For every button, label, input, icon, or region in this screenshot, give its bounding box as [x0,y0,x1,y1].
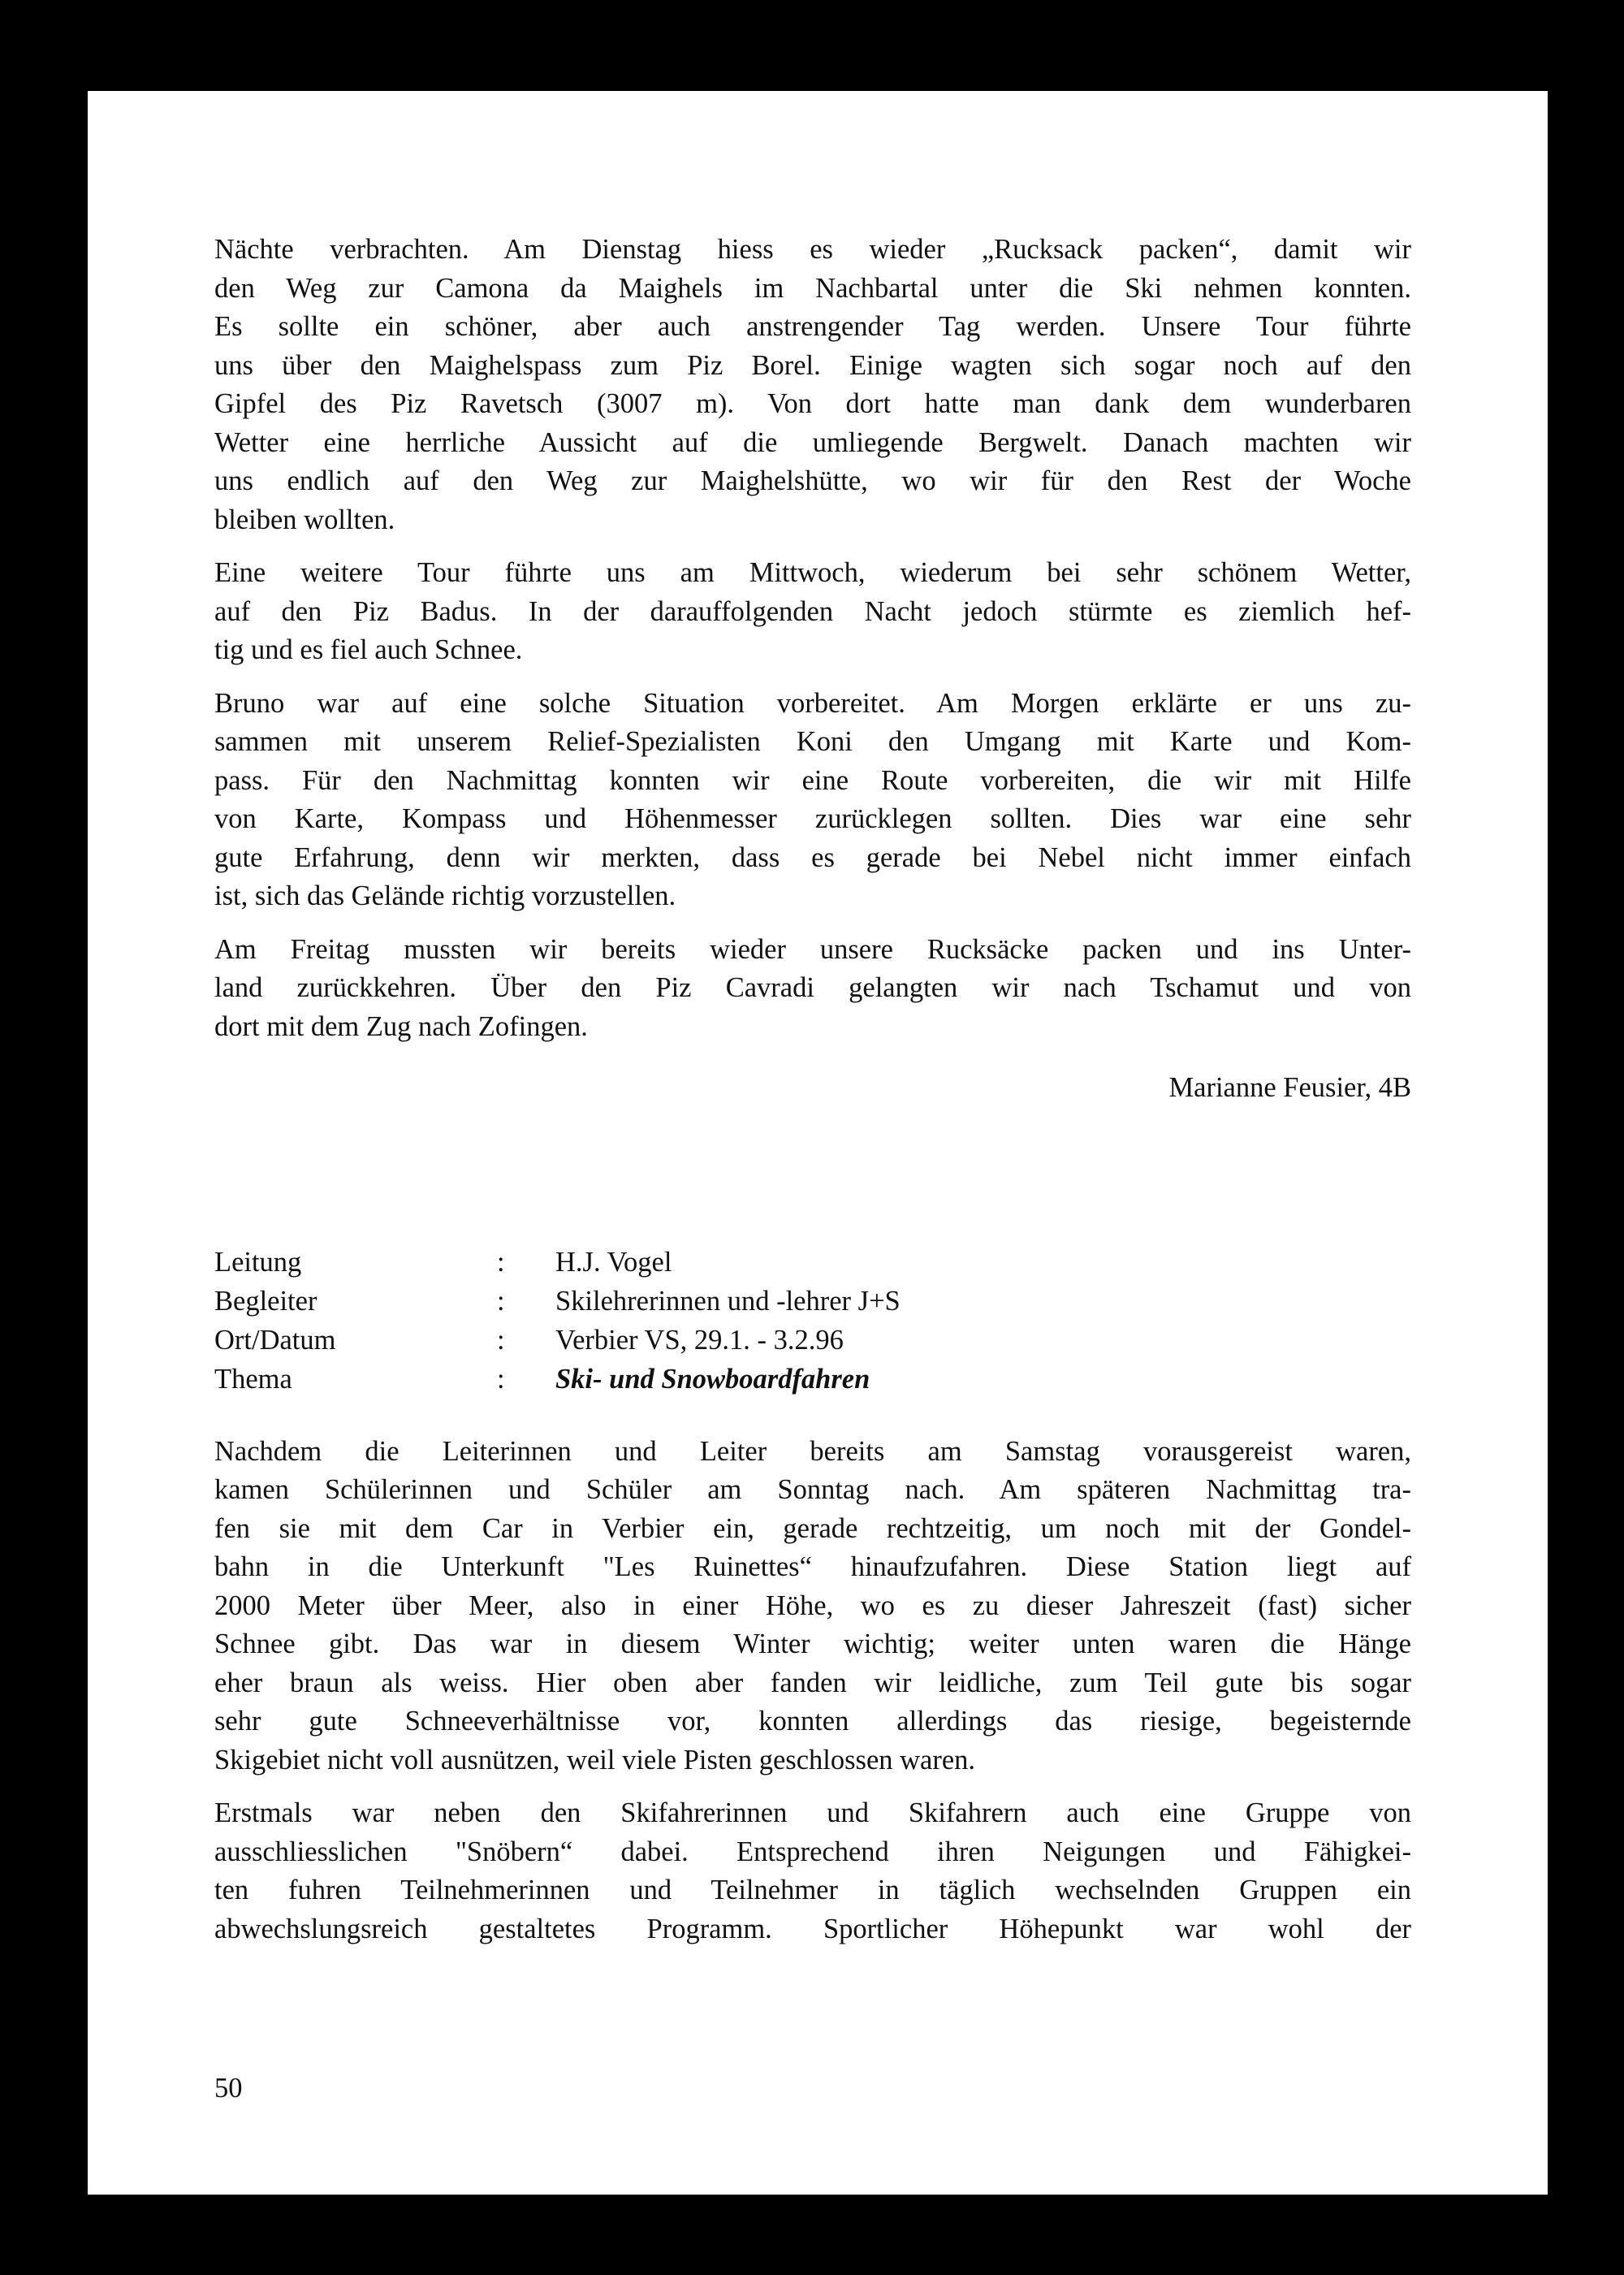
info-value: Verbier VS, 29.1. - 3.2.96 [555,1324,844,1356]
author-signature: Marianne Feusier, 4B [1168,1072,1411,1103]
paragraph [214,554,1411,670]
text-line: uns über den Maighelspass zum Piz Borel. Einige wagten sich sogar noch auf den [214,349,1411,381]
document-page [88,91,1548,2195]
text-line: ausschliesslichen "Snöbern“ dabei. Entsprechend ihren Neigungen und Fähigkei- [214,1836,1411,1867]
info-value: H.J. Vogel [555,1246,672,1278]
text-line: den Weg zur Camona da Maighels im Nachbartal unter die Ski nehmen konnten. [214,272,1411,304]
info-label: Begleiter [214,1285,317,1317]
text-line: abwechslungsreich gestaltetes Programm. Sportlicher Höhepunkt war wohl der [214,1913,1411,1944]
info-row-begleiter [214,1282,1411,1321]
article-1 [214,231,1411,1108]
text-line: Es sollte ein schöner, aber auch anstrengender Tag werden. Unsere Tour führte [214,311,1411,342]
paragraph [214,1794,1411,1948]
text-line: Am Freitag mussten wir bereits wieder unsere Rucksäcke packen und ins Unter- [214,933,1411,965]
info-row-thema [214,1360,1411,1399]
info-row-leitung [214,1243,1411,1282]
page-number: 50 [214,2073,243,2104]
text-line: Schnee gibt. Das war in diesem Winter wichtig; weiter unten waren die Hänge [214,1628,1411,1659]
text-line: fen sie mit dem Car in Verbier ein, gerade rechtzeitig, um noch mit der Gondel- [214,1512,1411,1544]
text-line: Nachdem die Leiterinnen und Leiter bereits am Samstag vorausgereist waren, [214,1435,1411,1467]
info-colon: : [497,1285,505,1317]
text-line: land zurückkehren. Über den Piz Cavradi gelangten wir nach Tschamut und von [214,972,1411,1003]
text-line: kamen Schülerinnen und Schüler am Sonntag nach. Am späteren Nachmittag tra- [214,1474,1411,1505]
text-line: Erstmals war neben den Skifahrerinnen und Skifahrern auch eine Gruppe von [214,1797,1411,1828]
text-line: Bruno war auf eine solche Situation vorbereitet. Am Morgen erklärte er uns zu- [214,687,1411,719]
info-colon: : [497,1363,505,1395]
info-label: Leitung [214,1246,302,1278]
info-label: Thema [214,1363,292,1395]
text-line: ten fuhren Teilnehmerinnen und Teilnehmer in täglich wechselnden Gruppen ein [214,1875,1411,1905]
text-line: pass. Für den Nachmittag konnten wir eine Route vorbereiten, die wir mit Hilfe [214,764,1411,796]
text-line: eher braun als weiss. Hier oben aber fanden wir leidliche, zum Teil gute bis sogar [214,1667,1411,1698]
text-line: auf den Piz Badus. In der darauffolgenden Nacht jedoch stürmte es ziemlich hef- [214,595,1411,627]
paragraph [214,1433,1411,1780]
article-2 [214,1433,1411,1949]
paragraph [214,931,1411,1047]
info-block [214,1243,1411,1399]
info-value-theme: Ski- und Snowboardfahren [555,1363,870,1395]
text-line: bleiben wollten. [214,504,395,535]
info-colon: : [497,1324,505,1356]
info-row-ort-datum [214,1321,1411,1360]
paragraph [214,231,1411,539]
text-line: ist, sich das Gelände richtig vorzustellen. [214,880,676,911]
info-label: Ort/Datum [214,1324,336,1356]
text-line: gute Erfahrung, denn wir merkten, dass es gerade bei Nebel nicht immer einfach [214,841,1411,873]
text-line: Eine weitere Tour führte uns am Mittwoch, wiederum bei sehr schönem Wetter, [214,557,1411,588]
text-line: dort mit dem Zug nach Zofingen. [214,1010,588,1042]
text-line: bahn in die Unterkunft "Les Ruinettes“ hinaufzufahren. Diese Station liegt auf [214,1551,1411,1582]
text-line: Skigebiet nicht voll ausnützen, weil viele Pisten geschlossen waren. [214,1744,976,1775]
text-line: 2000 Meter über Meer, also in einer Höhe, wo es zu dieser Jahreszeit (fast) sicher [214,1589,1411,1621]
text-line: sammen mit unserem Relief-Spezialisten Koni den Umgang mit Karte und Kom- [214,726,1411,757]
text-line: Nächte verbrachten. Am Dienstag hiess es wieder „Rucksack packen“, damit wir [214,234,1411,265]
text-line: Gipfel des Piz Ravetsch (3007 m). Von dort hatte man dank dem wunderbaren [214,388,1411,419]
text-line: tig und es fiel auch Schnee. [214,634,523,665]
info-colon: : [497,1246,505,1278]
page-content [214,231,1411,1963]
text-line: von Karte, Kompass und Höhenmesser zurücklegen sollten. Dies war eine sehr [214,803,1411,834]
text-line: sehr gute Schneeverhältnisse vor, konnten allerdings das riesige, begeisternde [214,1706,1411,1737]
text-line: Wetter eine herrliche Aussicht auf die umliegende Bergwelt. Danach machten wir [214,426,1411,458]
info-value: Skilehrerinnen und -lehrer J+S [555,1285,901,1317]
text-line: uns endlich auf den Weg zur Maighelshütte, wo wir für den Rest der Woche [214,465,1411,496]
paragraph [214,685,1411,916]
